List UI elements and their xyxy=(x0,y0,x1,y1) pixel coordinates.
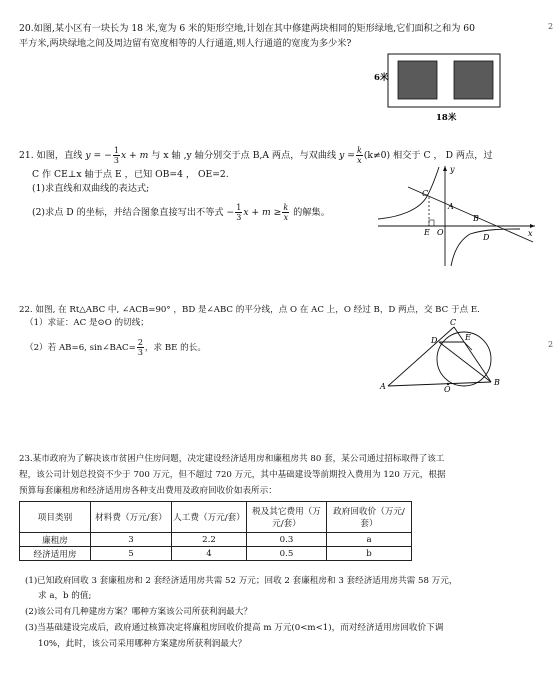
q21-line2: C 作 CE⊥x 轴于点 E ，已知 OB=4 ， OE=2. xyxy=(32,169,229,180)
label-b: B xyxy=(494,378,500,387)
y-arrow-icon xyxy=(443,166,447,171)
table-row xyxy=(20,547,412,561)
table-cell: 3 xyxy=(91,533,172,547)
line-eq-rhs: x + m xyxy=(120,150,149,161)
q21-stem-c: (k≠0) 相交于 C ， D 两点，过 xyxy=(363,150,493,161)
label-a: A xyxy=(380,382,386,391)
q23-p3-line2: 10%，此时，该公司采用哪种方案建房所获利润最大？ xyxy=(38,639,247,649)
q23-p1-line2: 求 a，b 的值; xyxy=(38,591,92,601)
cost-table xyxy=(19,501,412,561)
frac-num: k xyxy=(356,146,362,155)
table-cell: 0.5 xyxy=(247,547,327,561)
length-label: 18米 xyxy=(436,113,457,123)
hyp-eq-lhs: y = xyxy=(339,150,355,161)
point-c-label: C xyxy=(422,189,429,198)
q21-part2-a: (2)求点 D 的坐标，并结合图象直接写出不等式 xyxy=(32,207,224,218)
q23-p3-line1: (3)当基础建设完成后，政府通过核算决定将廉租房回收价提高 m 万元(0<m<1)，而对经济适用房回收价下调 xyxy=(25,623,444,633)
q20-figure xyxy=(360,52,520,124)
ineq-frac2 xyxy=(282,203,289,222)
q20-text-line1: 20.如图,某小区有一块长为 18 米,宽为 6 米的矩形空地,计划在其中修建两块相同的矩形绿地,它们面积之和为 60 xyxy=(19,23,475,34)
segment-ab xyxy=(388,382,491,386)
green-plot-left xyxy=(398,61,437,99)
table-header-cell: 项目类别 xyxy=(20,502,91,533)
table-cell: 5 xyxy=(91,547,172,561)
q22-part2-b: ，求 BE 的长。 xyxy=(144,343,206,353)
right-angle-mark xyxy=(429,220,434,226)
x-arrow-icon xyxy=(530,224,535,228)
frac-den: 3 xyxy=(113,156,119,165)
q23-p1-line1: (1)已知政府回收 3 套廉租房和 2 套经济适用房共需 52 万元；回收 2 套廉租房和 3 套经济适用房共需 58 万元， xyxy=(25,576,458,586)
table-cell: 2.2 xyxy=(172,533,247,547)
q21-part2 xyxy=(32,203,330,222)
table-header-cell: 人工费（万元/套） xyxy=(172,502,247,533)
point-b-label: B xyxy=(473,214,479,223)
table-cell: 4 xyxy=(172,547,247,561)
table-cell: a xyxy=(327,533,412,547)
q21-part2-b: 的解集。 xyxy=(293,207,330,218)
green-plot-right xyxy=(454,61,493,99)
q21-graph xyxy=(370,162,540,270)
table-cell: 廉租房 xyxy=(20,533,91,547)
margin-mark: 2 xyxy=(548,340,554,349)
q22-line1: 22. 如图, 在 Rt△ABC 中, ∠ACB=90° ，BD 是∠ABC 的平分线，点 O 在 AC 上，O 经过 B，D 两点，交 BC 于点 E. xyxy=(19,305,480,315)
sin-frac xyxy=(137,338,144,357)
circle-o xyxy=(437,332,491,386)
y-label: y xyxy=(450,165,455,174)
hyperbola-branch-left xyxy=(378,167,439,219)
q21-stem-b: 与 x 轴 ,y 轴分别交于点 B,A 两点，与双曲线 xyxy=(151,150,337,161)
q23-p2: (2)该公司有几种建房方案？哪种方案该公司所获利润最大？ xyxy=(25,607,253,617)
frac-den: 3 xyxy=(137,348,143,357)
label-o: O xyxy=(444,385,451,392)
segment-cb xyxy=(454,327,491,382)
table-cell: 经济适用房 xyxy=(20,547,91,561)
q22-part2-a: （2）若 AB=6, sin∠BAC= xyxy=(25,343,136,353)
point-e-label: E xyxy=(424,228,430,237)
table-cell: b xyxy=(327,547,412,561)
frac-den: 3 xyxy=(236,213,242,222)
line-eq-frac xyxy=(113,146,120,165)
point-d-label: D xyxy=(483,233,490,242)
q22-part2 xyxy=(25,338,206,357)
margin-mark: 2 xyxy=(548,22,554,31)
frac-num: k xyxy=(283,203,289,212)
q21-part1: (1)求直线和双曲线的表达式; xyxy=(32,183,150,194)
q22-line2: （1）求证：AC 是⊙O 的切线； xyxy=(25,318,149,328)
frac-den: x xyxy=(283,213,289,222)
q22-figure xyxy=(376,316,526,392)
frac-num: 1 xyxy=(113,146,119,155)
width-label: 6米 xyxy=(374,73,389,83)
label-e: E xyxy=(465,333,471,342)
q20-text-line2: 平方米,两块绿地之间及周边留有宽度相等的人行通道,则人行通道的宽度为多少米? xyxy=(19,38,352,49)
table-header-cell: 政府回收价（万元/套） xyxy=(327,502,412,533)
label-d: D xyxy=(431,336,438,345)
x-label: x xyxy=(528,229,533,238)
q23-line3: 预算每套廉租房和经济适用房各种支出费用及政府回收价如表所示： xyxy=(19,486,277,496)
table-header-row xyxy=(20,502,412,533)
ineq-minus: − xyxy=(226,207,235,218)
segment-bd xyxy=(439,342,491,382)
segment-e xyxy=(464,342,472,350)
ineq-frac1 xyxy=(235,203,242,222)
q23-line2: 程，该公司计划总投资不少于 700 万元，但不超过 720 万元，其中基础建设等前期投入费用为 120 万元，根据 xyxy=(19,470,446,480)
table-header-cell: 材料费（万元/套） xyxy=(91,502,172,533)
frac-den: x xyxy=(357,156,362,165)
table-cell: 0.3 xyxy=(247,533,327,547)
point-a-label: A xyxy=(448,202,454,211)
line-eq-lhs: y = − xyxy=(85,150,112,161)
ineq-mid: x + m ≥ xyxy=(243,207,282,218)
q23-line1: 23.某市政府为了解决该市贫困户住房问题，决定建设经济适用房和廉租房共 80 套，某公司通过招标取得了该工 xyxy=(19,454,445,464)
q21-stem-a: 21. 如图，直线 xyxy=(19,150,83,161)
label-c: C xyxy=(450,318,457,327)
table-row xyxy=(20,533,412,547)
frac-num: 1 xyxy=(236,203,242,212)
frac-num: 2 xyxy=(137,338,143,347)
origin-label: O xyxy=(437,228,444,237)
hyp-eq-frac xyxy=(356,146,363,165)
table-header-cell: 税及其它费用（万元/套） xyxy=(247,502,327,533)
